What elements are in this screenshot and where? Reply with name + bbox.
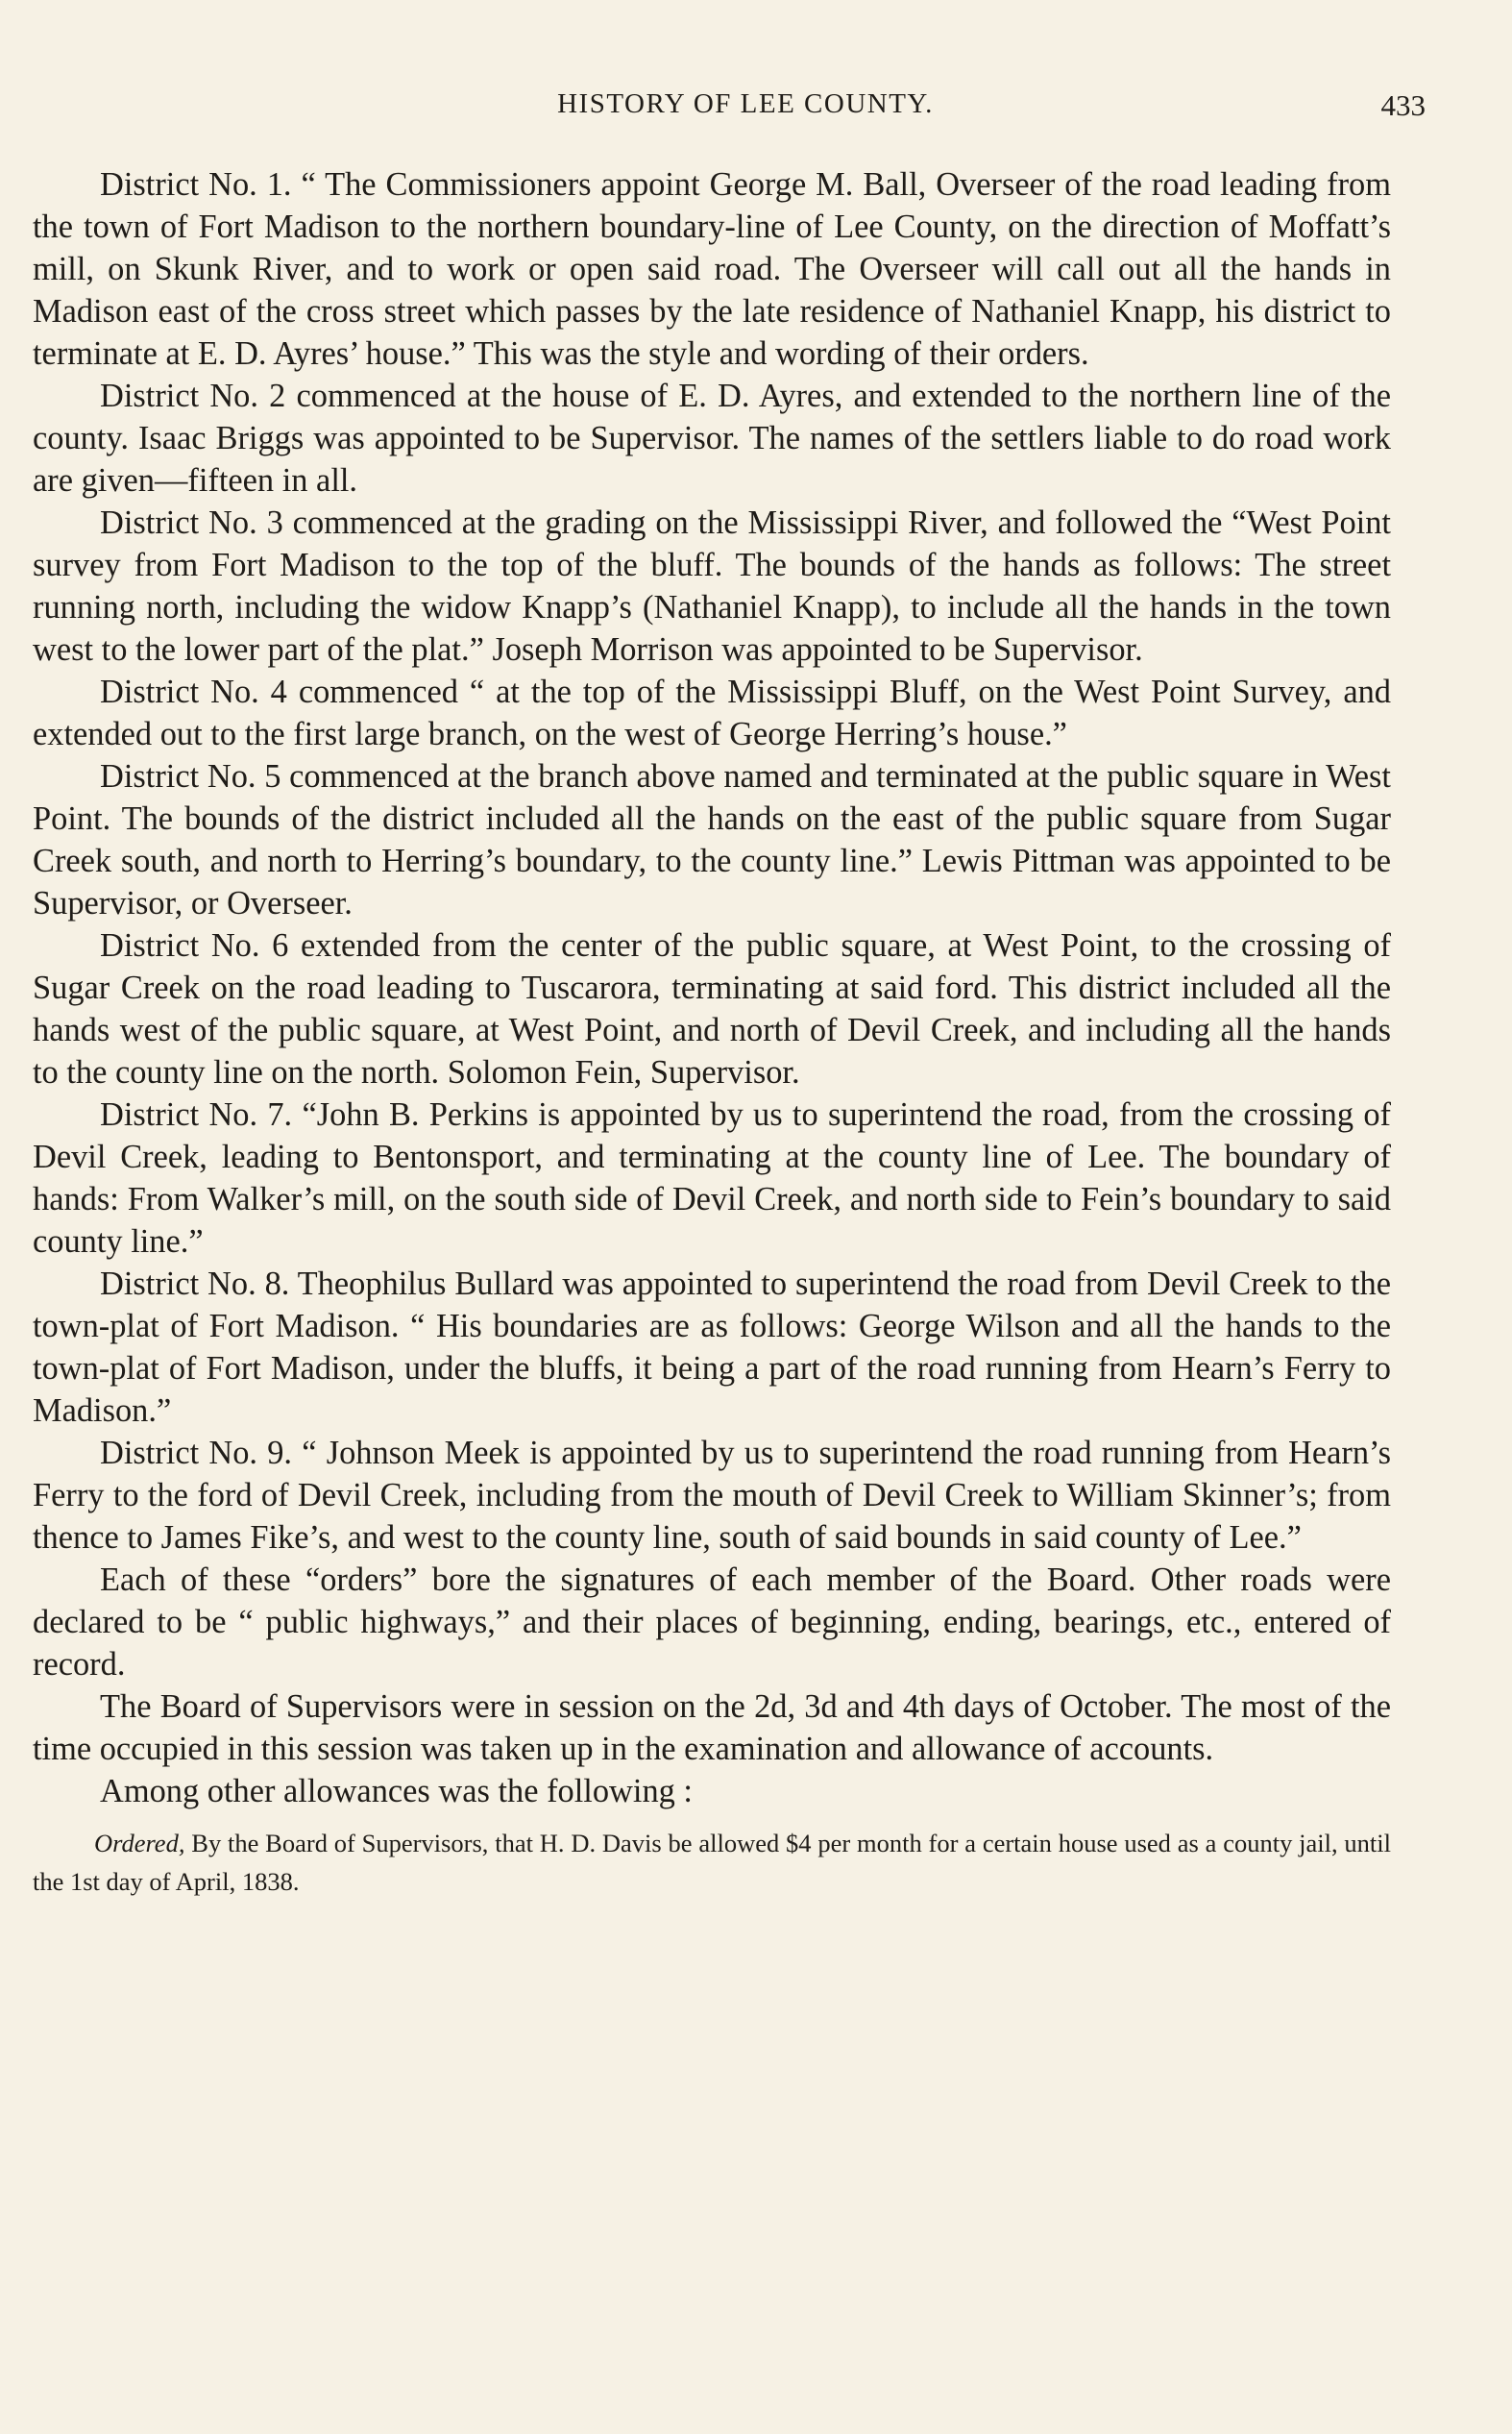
body-text [33, 163, 1391, 1812]
paragraph-district-2: District No. 2 commenced at the house of E. D. Ayres, and extended to the northern line of the county. Isaac Briggs was appointed to be Supervisor. The names of the settlers liable to do road work are given—fifteen in all. [33, 378, 1391, 499]
paragraph-district-7: District No. 7. “John B. Perkins is appointed by us to superintend the road, from the crossing of Devil Creek, leading to Bentonsport, and terminating at the county line of Lee. The boundary of hands: From Walker’s mill, on the south side of Devil Creek, and north side to Fein’s boundary to said county line.” [33, 1096, 1391, 1260]
paragraph-board-session: The Board of Supervisors were in session on the 2d, 3d and 4th days of October. The most of the time occupied in this session was taken up in the examination and allowance of accounts. [33, 1688, 1391, 1767]
paragraph-district-6: District No. 6 extended from the center of the public square, at West Point, to the crossing of Sugar Creek on the road leading to Tuscarora, terminating at said ford. This district included all the hands west of the public square, at West Point, and north of Devil Creek, and including all the hands to the county line on the north. Solomon Fein, Supervisor. [33, 927, 1391, 1091]
paragraph-orders: Each of these “orders” bore the signatures of each member of the Board. Other roads were declared to be “ public highways,” and their places of beginning, ending, bearings, etc., entered of record. [33, 1561, 1391, 1683]
footnote-order [33, 1824, 1391, 1901]
footnote-text: By the Board of Supervisors, that H. D. Davis be allowed $4 per month for a certain house used as a county jail, until the 1st day of April, 1838. [33, 1829, 1391, 1896]
page-header [33, 88, 1426, 142]
paragraph-district-1: District No. 1. “ The Commissioners appoint George M. Ball, Overseer of the road leading from the town of Fort Madison to the northern boundary-line of Lee County, on the direction of Moffatt’s mill, on Skunk River, and to work or open said road. The Overseer will call out all the hands in Madison east of the cross street which passes by the late residence of Nathaniel Knapp, his district to terminate at E. D. Ayres’ house.” This was the style and wording of their orders. [33, 166, 1391, 372]
paragraph-district-9: District No. 9. “ Johnson Meek is appointed by us to superintend the road running from Hearn’s Ferry to the ford of Devil Creek, including from the mouth of Devil Creek to William Skinner’s; from thence to James Fike’s, and west to the county line, south of said bounds in said county of Lee.” [33, 1435, 1391, 1556]
paragraph-district-3: District No. 3 commenced at the grading on the Mississippi River, and followed the “West Point survey from Fort Madison to the top of the bluff. The bounds of the hands as follows: The street running north, including the widow Knapp’s (Nathaniel Knapp), to include all the hands in the town west to the lower part of the plat.” Joseph Morrison was appointed to be Supervisor. [33, 504, 1391, 668]
paragraph-district-5: District No. 5 commenced at the branch above named and terminated at the public square in West Point. The bounds of the district included all the hands on the east of the public square from Sugar Creek south, and north to Herring’s boundary, to the county line.” Lewis Pittman was appointed to be Supervisor, or Overseer. [33, 758, 1391, 922]
paragraph-district-8: District No. 8. Theophilus Bullard was appointed to superintend the road from Devil Creek to the town-plat of Fort Madison. “ His boundaries are as follows: George Wilson and all the hands to the town-plat of Fort Madison, under the bluffs, it being a part of the road running from Hearn’s Ferry to Madison.” [33, 1266, 1391, 1429]
page-number: 433 [1380, 88, 1426, 122]
paragraph-district-4: District No. 4 commenced “ at the top of the Mississippi Bluff, on the West Point Survey, and extended out to the first large branch, on the west of George Herring’s house.” [33, 674, 1391, 752]
footnote-lead: Ordered, [94, 1829, 185, 1857]
running-head-title: HISTORY OF LEE COUNTY. [557, 88, 934, 119]
paragraph-allowances: Among other allowances was the following : [100, 1773, 693, 1809]
